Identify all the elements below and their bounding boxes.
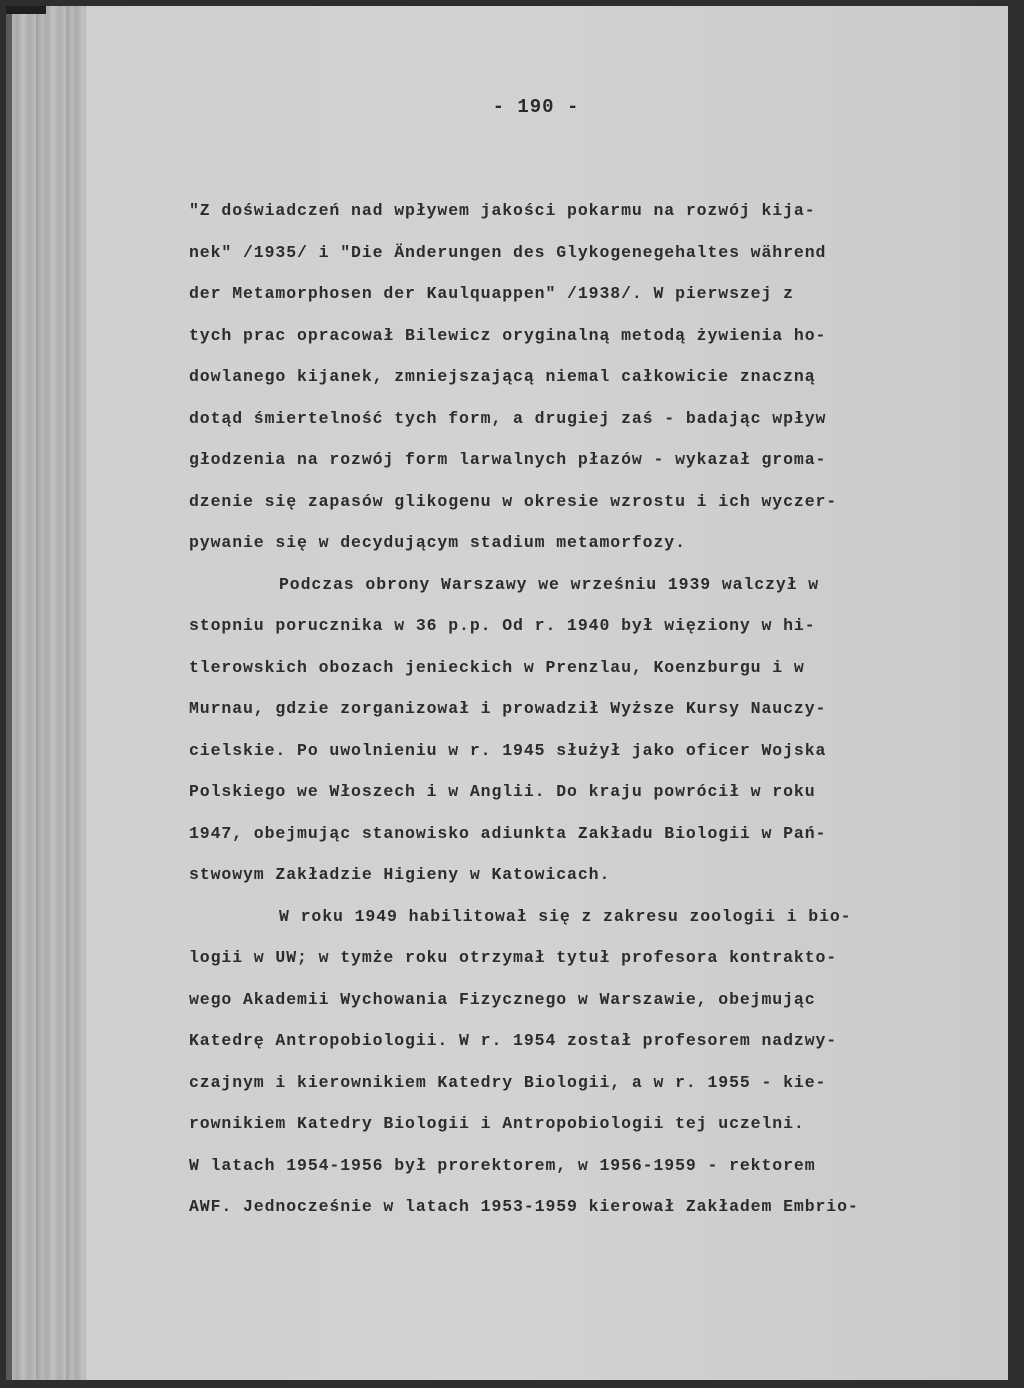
text-line: "Z doświadczeń nad wpływem jakości pokarmu na rozwój kija- xyxy=(189,201,816,220)
text-line: tlerowskich obozach jenieckich w Prenzlau, Koenzburgu i w xyxy=(189,657,805,677)
text-line: tych prac opracował Bilewicz oryginalną metodą żywienia ho- xyxy=(189,325,827,345)
text-line: czajnym i kierownikiem Katedry Biologii, a w r. 1955 - kie- xyxy=(189,1072,827,1092)
body-text xyxy=(189,190,989,1228)
text-line: W roku 1949 habilitował się z zakresu zoologii i bio- xyxy=(279,906,852,926)
text-line: AWF. Jednocześnie w latach 1953-1959 kierował Zakładem Embrio- xyxy=(189,1197,859,1216)
scan-corner-mark xyxy=(6,6,46,14)
text-line: głodzenia na rozwój form larwalnych płazów - wykazał groma- xyxy=(189,450,827,469)
page-binding-shadow xyxy=(6,6,86,1380)
text-line: Murnau, gdzie zorganizował i prowadził Wyższe Kursy Nauczy- xyxy=(189,699,827,718)
text-line: nek" /1935/ i "Die Änderungen des Glykogenegehaltes während xyxy=(189,242,827,262)
text-line: W latach 1954-1956 był prorektorem, w 1956-1959 - rektorem xyxy=(189,1155,816,1175)
scanned-page xyxy=(6,6,1008,1380)
text-line: Katedrę Antropobiologii. W r. 1954 został profesorem nadzwy- xyxy=(189,1031,838,1050)
page-binding-edge xyxy=(6,6,12,1380)
text-line: pywanie się w decydującym stadium metamorfozy. xyxy=(189,533,686,552)
text-line: Polskiego we Włoszech i w Anglii. Do kraju powrócił w roku xyxy=(189,782,816,801)
text-line: logii w UW; w tymże roku otrzymał tytuł profesora kontrakto- xyxy=(189,948,838,967)
text-line: dowlanego kijanek, zmniejszającą niemal całkowicie znaczną xyxy=(189,367,816,386)
text-line: Podczas obrony Warszawy we wrześniu 1939 walczył w xyxy=(279,574,820,594)
text-line: rownikiem Katedry Biologii i Antropobiologii tej uczelni. xyxy=(189,1114,805,1133)
text-line: dotąd śmiertelność tych form, a drugiej zaś - badając wpływ xyxy=(189,408,827,428)
text-line: 1947, obejmując stanowisko adiunkta Zakładu Biologii w Pań- xyxy=(189,823,827,843)
page-number: - 190 - xyxy=(492,96,580,118)
text-line: cielskie. Po uwolnieniu w r. 1945 służył jako oficer Wojska xyxy=(189,740,827,760)
text-line: der Metamorphosen der Kaulquappen" /1938/. W pierwszej z xyxy=(189,284,794,303)
text-line: wego Akademii Wychowania Fizycznego w Warszawie, obejmując xyxy=(189,989,816,1009)
text-line: stopniu porucznika w 36 p.p. Od r. 1940 był więziony w hi- xyxy=(189,616,816,635)
text-line: dzenie się zapasów glikogenu w okresie wzrostu i ich wyczer- xyxy=(189,491,838,511)
text-line: stwowym Zakładzie Higieny w Katowicach. xyxy=(189,865,611,884)
